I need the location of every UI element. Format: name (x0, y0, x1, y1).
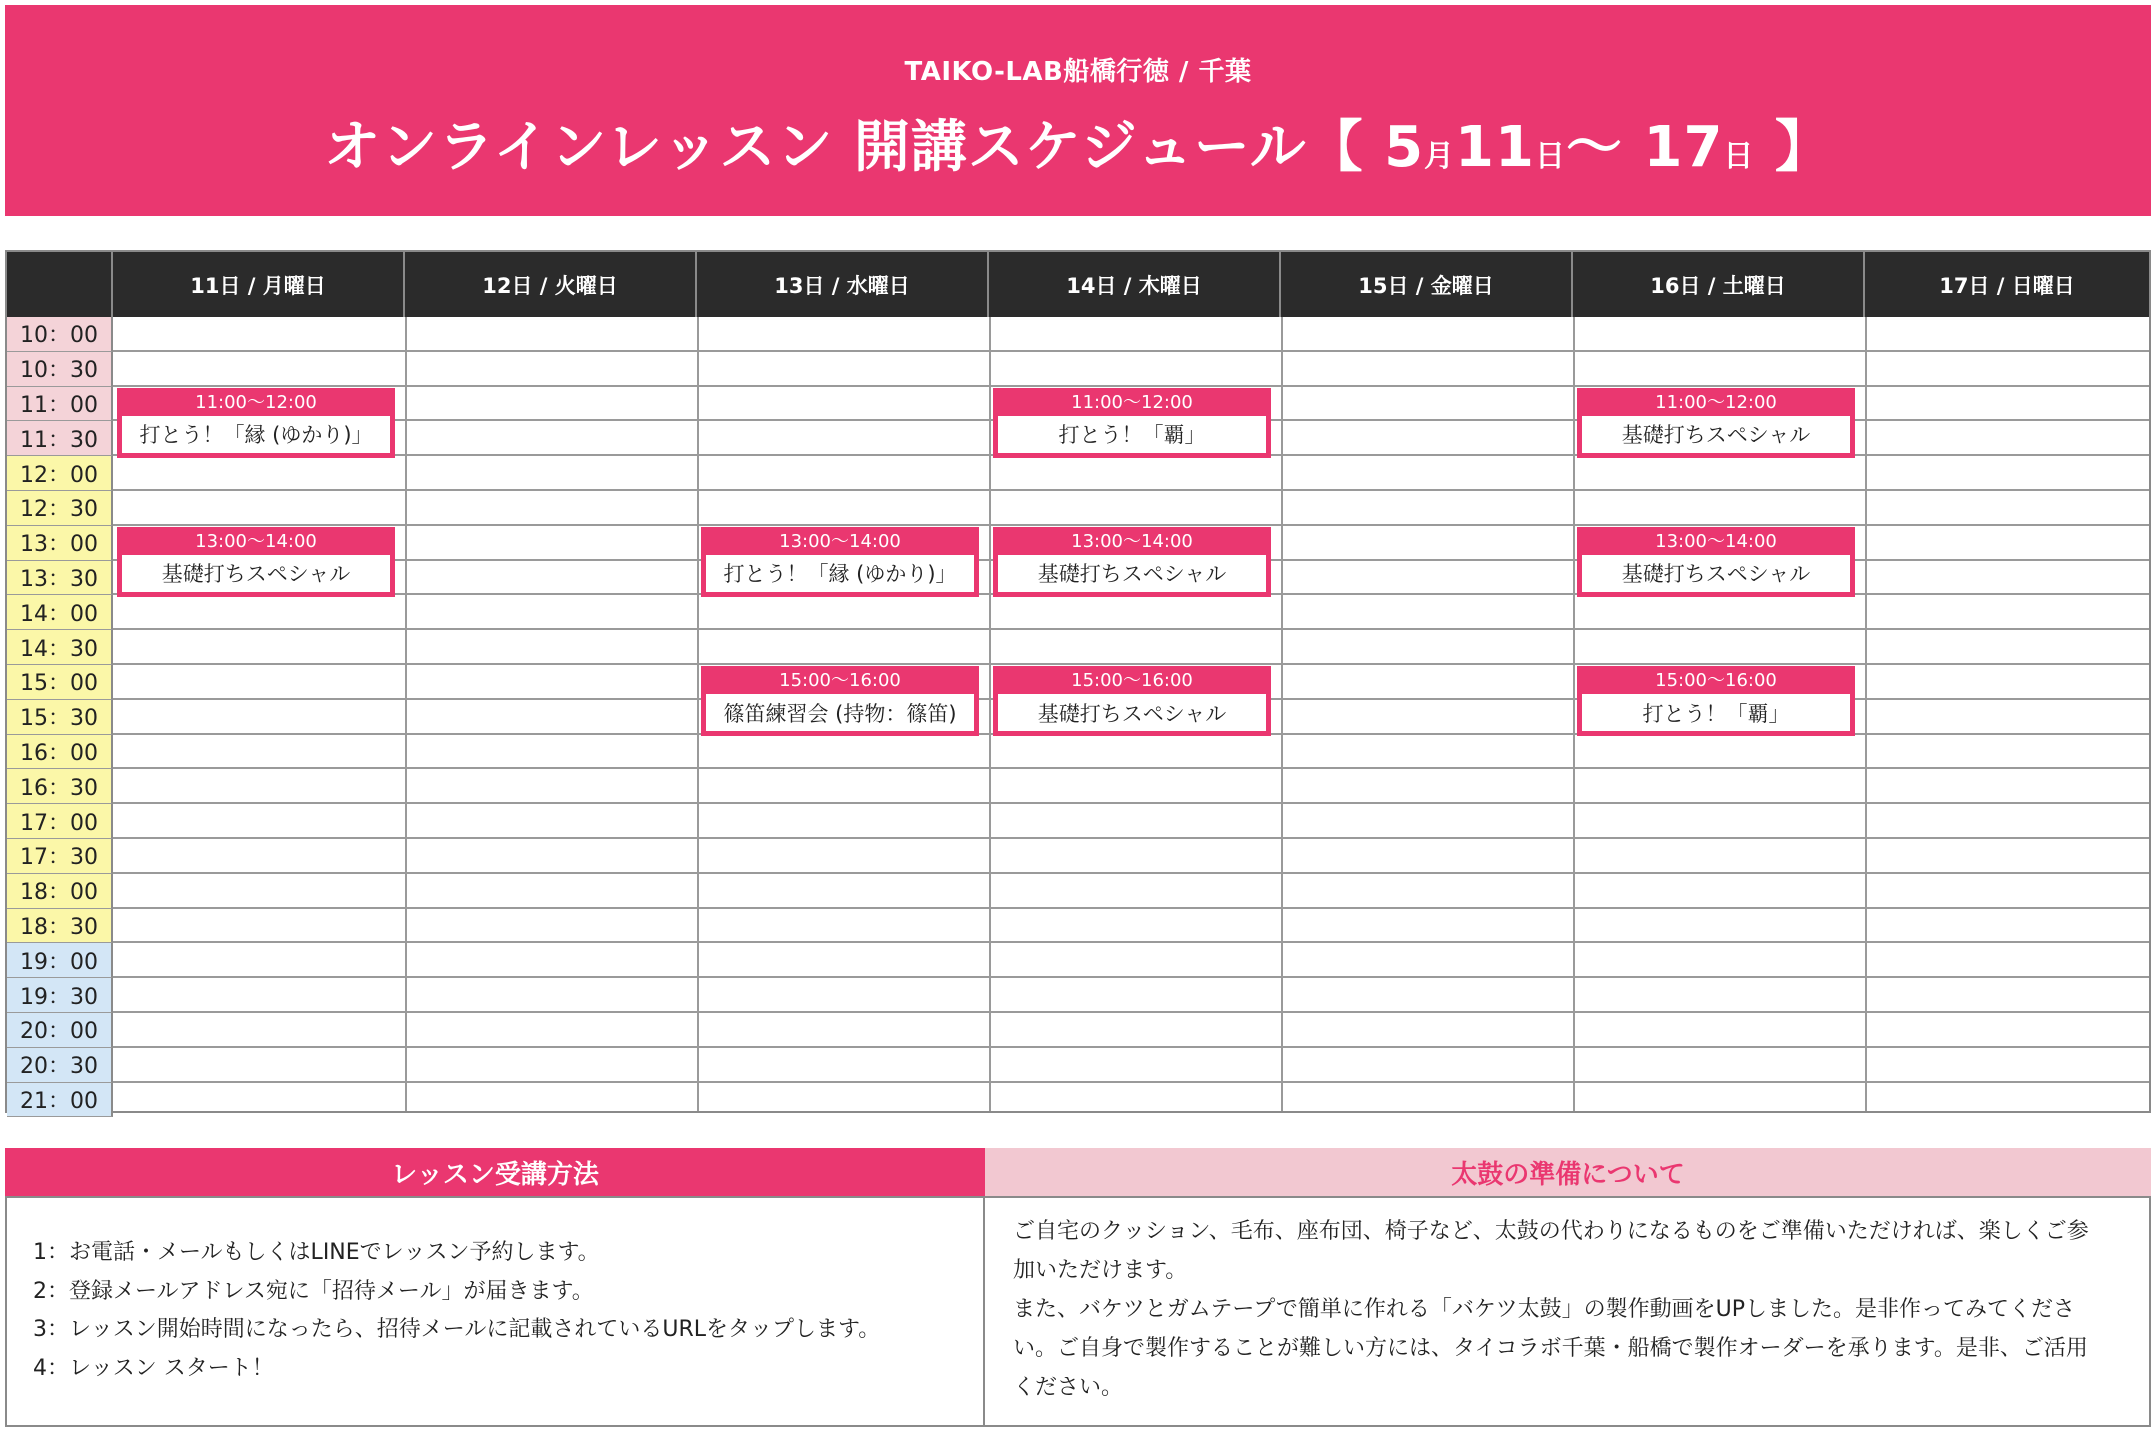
schedule-row (113, 874, 2149, 909)
day-header: 14日 / 木曜日 (989, 252, 1281, 317)
day-header: 15日 / 金曜日 (1281, 252, 1573, 317)
prep-line: ご自宅のクッション、毛布、座布団、椅子など、太鼓の代わりになるものをご準備いただければ、楽しくご参 (1013, 1219, 2089, 1244)
title-close: 】 (1754, 115, 1832, 180)
schedule-row (113, 978, 2149, 1013)
lesson-time: 11:00〜12:00 (195, 391, 317, 413)
header-corner-cell (7, 252, 113, 317)
column-divider (405, 317, 407, 1111)
title-start-day: 11 (1455, 115, 1535, 180)
lesson-title: 基礎打ちスペシャル (1582, 416, 1850, 453)
lesson-title: 打とう！「覇」 (1582, 694, 1850, 731)
time-label: 17：30 (7, 839, 113, 874)
lesson-card[interactable] (993, 527, 1271, 597)
schedule-row (113, 352, 2149, 387)
time-label: 13：30 (7, 561, 113, 596)
schedule-row (113, 1083, 2149, 1118)
howto-step: 3：レッスン開始時間になったら、招待メールに記載されているURLをタップします。 (33, 1317, 881, 1342)
time-label: 10：00 (7, 317, 113, 352)
lesson-time: 11:00〜12:00 (1655, 391, 1777, 413)
schedule-row (113, 735, 2149, 770)
time-label: 21：00 (7, 1083, 113, 1118)
time-label: 20：00 (7, 1013, 113, 1048)
time-label: 12：30 (7, 491, 113, 526)
lesson-card[interactable] (701, 666, 979, 736)
lesson-card[interactable] (1577, 666, 1855, 736)
time-label: 18：00 (7, 874, 113, 909)
time-label: 17：00 (7, 804, 113, 839)
schedule-row (113, 1013, 2149, 1048)
schedule-row (113, 839, 2149, 874)
page-title (5, 103, 2151, 183)
schedule-row (113, 630, 2149, 665)
drum-prep-panel (985, 1196, 2151, 1427)
day-header: 13日 / 水曜日 (697, 252, 989, 317)
schedule-row (113, 769, 2149, 804)
title-month-unit: 月 (1424, 139, 1456, 174)
lesson-title: 基礎打ちスペシャル (998, 555, 1266, 592)
day-header: 16日 / 土曜日 (1573, 252, 1865, 317)
lesson-title: 基礎打ちスペシャル (1582, 555, 1850, 592)
title-main: オンラインレッスン 開講スケジュール【 5 (324, 115, 1425, 180)
header-banner (5, 5, 2151, 216)
time-label: 15：30 (7, 700, 113, 735)
lesson-time: 13:00〜14:00 (1071, 530, 1193, 552)
lesson-title: 基礎打ちスペシャル (122, 555, 390, 592)
prep-line: 加いただけます。 (1013, 1258, 1188, 1283)
prep-line: い。ご自身で製作することが難しい方には、タイコラボ千葉・船橋で製作オーダーを承ります。是非、ご活用 (1013, 1336, 2088, 1361)
lesson-time: 15:00〜16:00 (1655, 670, 1777, 691)
drum-prep-heading: 太鼓の準備について (985, 1148, 2151, 1196)
schedule-row (113, 317, 2149, 352)
day-header: 11日 / 月曜日 (113, 252, 405, 317)
time-label: 16：30 (7, 769, 113, 804)
time-label: 13：00 (7, 526, 113, 561)
time-label: 11：30 (7, 421, 113, 456)
lesson-card[interactable] (1577, 388, 1855, 458)
schedule-row (113, 909, 2149, 944)
time-label: 19：30 (7, 978, 113, 1013)
time-label: 16：00 (7, 735, 113, 770)
lesson-title: 打とう！「縁 (ゆかり)」 (122, 416, 390, 453)
lesson-card[interactable] (993, 666, 1271, 736)
title-day-unit-2: 日 (1723, 139, 1755, 174)
schedule-row (113, 456, 2149, 491)
time-label: 15：00 (7, 665, 113, 700)
lesson-title: 基礎打ちスペシャル (998, 694, 1266, 731)
lesson-card[interactable] (993, 388, 1271, 458)
schedule-row (113, 943, 2149, 978)
lesson-title: 打とう！「縁 (ゆかり)」 (706, 555, 974, 592)
time-label: 14：30 (7, 630, 113, 665)
time-label: 19：00 (7, 943, 113, 978)
column-divider (1865, 317, 1867, 1111)
howto-panel (5, 1196, 985, 1427)
schedule-row (113, 491, 2149, 526)
title-tilde: 〜 17 (1565, 115, 1724, 180)
time-label: 10：30 (7, 352, 113, 387)
day-header: 17日 / 日曜日 (1865, 252, 2149, 317)
schedule-row (113, 804, 2149, 839)
day-header: 12日 / 火曜日 (405, 252, 697, 317)
lesson-card[interactable] (701, 527, 979, 597)
studio-name: TAIKO-LAB船橋行徳 / 千葉 (904, 57, 1252, 87)
howto-step: 4：レッスン スタート！ (33, 1355, 274, 1381)
lesson-time: 15:00〜16:00 (1071, 670, 1193, 691)
howto-step: 1：お電話・メールもしくはLINEでレッスン予約します。 (33, 1240, 600, 1265)
lesson-card[interactable] (1577, 527, 1855, 597)
howto-step: 2：登録メールアドレス宛に「招待メール」が届きます。 (33, 1278, 594, 1304)
schedule-table (5, 250, 2151, 1113)
lesson-card[interactable] (117, 388, 395, 458)
time-label: 12：00 (7, 456, 113, 491)
howto-heading: レッスン受講方法 (5, 1148, 985, 1196)
lesson-time: 13:00〜14:00 (195, 530, 317, 552)
column-divider (1573, 317, 1575, 1111)
column-divider (1281, 317, 1283, 1111)
lesson-time: 13:00〜14:00 (1655, 530, 1777, 552)
column-divider (697, 317, 699, 1111)
time-label: 14：00 (7, 595, 113, 630)
lesson-time: 15:00〜16:00 (779, 670, 901, 691)
lesson-time: 13:00〜14:00 (779, 530, 901, 552)
lesson-title: 打とう！「覇」 (998, 416, 1266, 453)
lesson-card[interactable] (117, 527, 395, 597)
schedule-row (113, 1048, 2149, 1083)
title-day-unit-1: 日 (1534, 139, 1566, 174)
time-label: 20：30 (7, 1048, 113, 1083)
time-label: 18：30 (7, 909, 113, 944)
time-label: 11：00 (7, 387, 113, 422)
schedule-row (113, 595, 2149, 630)
column-divider (989, 317, 991, 1111)
lesson-title: 篠笛練習会 (持物：篠笛) (706, 694, 974, 731)
lesson-time: 11:00〜12:00 (1071, 391, 1193, 413)
prep-line: ください。 (1013, 1375, 1124, 1400)
prep-line: また、バケツとガムテープで簡単に作れる「バケツ太鼓」の製作動画をUPしました。是非作ってみてくださ (1013, 1297, 2076, 1322)
